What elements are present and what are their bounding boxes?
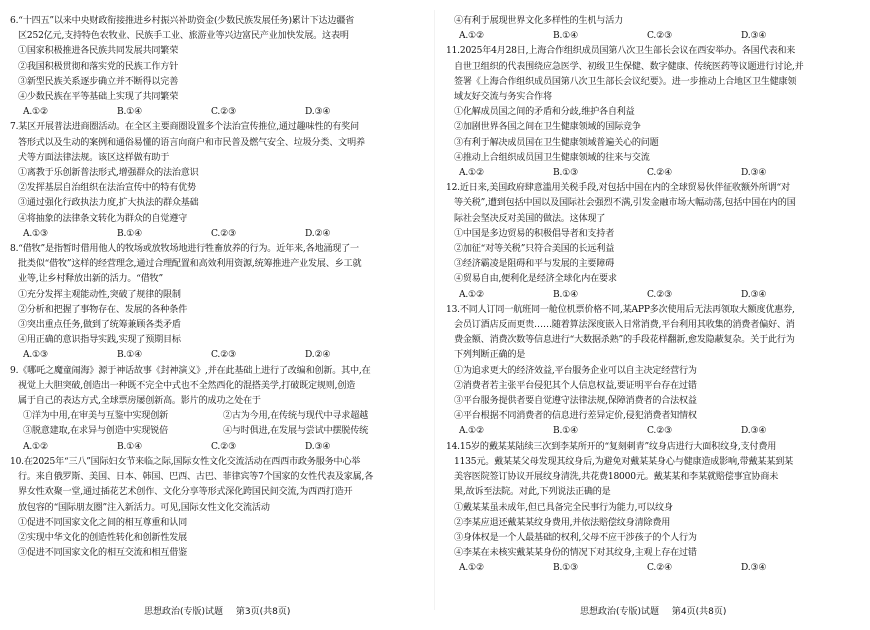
answer-options [10,105,414,120]
question-stem-line: 10.在2025年“三八”国际妇女节来临之际,国际女性文化交流活动在西西市政务服务中心举 [10,456,361,467]
question-stem-line: 7.某区开展普法进商圈活动。在全区主要商圈设置多个法治宣传推位,通过趣味性的有奖问 [10,122,359,133]
statement: ③脱意建取,在求异与创造中实现锐倍 [23,426,168,437]
option-d: D.③④ [741,289,767,300]
statement: ②李某应退还戴某某纹身费用,并依法赔偿纹身清除费用 [454,517,671,528]
statement: ①离教于乐创新普法形式,增强群众的法治意识 [18,168,199,179]
option-a: A.①② [23,107,48,118]
question-stem-line: 8.“借牧”是指暂时借用他人的牧场或放牧场地进行牲畜放养的行为。近年来,各地涌现了一 [10,244,359,255]
question-9 [10,364,414,455]
footer-page-number: 第4页(共8页) [671,607,727,617]
question-stem-line: 放包容的“国际朋友圈”注入新活力。可见,国际女性文化交流活动 [18,502,270,513]
option-c: C.②③ [211,441,237,452]
option-a: A.①② [459,563,484,574]
statement: ①为追求更大的经济效益,平台服务企业可以自主决定经营行为 [454,365,697,376]
statement: ③平台服务提供者要自觉遵守法律法规,保障消费者的合法权益 [454,396,697,407]
statement: ④平台根据不同消费者的信息进行差异定价,侵犯消费者知情权 [454,411,697,422]
statement: ②加剧世界各国之间在卫生健康领域的国际竞争 [454,122,641,133]
question-stem-line: 12.近日来,美国政府肆意滥用关税手段,对包括中国在内的全球贸易伙伴征收额外所谓“对 [446,183,790,194]
question-stem-line: 犬等方面法律法规。该区这样做有助于 [18,152,170,163]
statement: ③经济霸凌是阻碍和平与发展的主要障碍 [454,259,615,270]
statement: ③身体权是一个人最基础的权利,父母不应干涉孩子的个人行为 [454,532,697,543]
option-d: D.③④ [741,31,767,42]
question-stem-line: 会员订酒店反而更贵……随着算法深度嵌入日常消费,平台利用其收集的消费者偏好、消 [454,320,795,331]
statement: ②古为今用,在传统与现代中寻求超越 [223,411,368,422]
statement: ②发挥基层自治组织在法治宣传中的特有优势 [18,183,196,194]
question-stem-line: 自世卫组织的代表围绕应急医学、初级卫生保健、数字健康、传统医药等议题进行讨论,并 [454,61,804,72]
option-b: B.①④ [117,441,143,452]
question-stem-line: 签署《上海合作组织成员国第八次卫生部长会议纪要》。进一步推动上合地区卫生健康领 [454,76,797,87]
option-c: C.②④ [647,563,673,574]
option-d: D.②④ [305,228,331,239]
footer-page-number: 第3页(共8页) [235,607,291,617]
answer-options [10,348,414,363]
question-stem-line: 美容医院签订协议开展纹身清洗,共花费18000元。戴某某和李某就赔偿事宜协商未 [454,472,779,483]
option-c: C.②③ [647,426,673,437]
question-stem-line: 行。来自俄罗斯、美国、日本、韩国、巴西、古巴、菲律宾等7个国家的女性代表及家属,各 [18,472,374,483]
statement: ①促进不同国家文化之间的相互尊重和认同 [18,517,187,528]
answer-options [446,288,850,303]
footer-subject: 思想政治(专版)试题 [144,607,224,617]
statement: ①戴某某虽未成年,但已具备完全民事行为能力,可以纹身 [454,502,673,513]
page-footer-left [144,604,290,617]
option-b: B.①③ [553,563,579,574]
statement: ③通过强化行政执法力度,扩大执法的群众基础 [18,198,199,209]
option-a: A.①③ [23,228,48,239]
statement: ②分析和把握了事物存在、发展的各种条件 [18,304,187,315]
option-c: C.②④ [647,168,673,179]
column-divider [434,10,435,610]
statement: ①充分发挥主观能动性,突破了规律的限制 [18,289,181,300]
option-a: A.①② [23,441,48,452]
statement: ④将抽象的法律条文转化为群众的自觉遵守 [18,213,187,224]
question-stem-line: 答形式以及生动的案例和通俗易懂的语言向商户和市民普及燃气安全、垃圾分类、文明养 [18,137,365,148]
question-stem-line: 6.“十四五”以来中央财政衔接推进乡村振兴补助资金(少数民族发展任务)累计下达边疆省 [10,16,355,26]
answer-options [446,166,850,181]
statement: ④有利于展现世界文化多样性的生机与活力 [454,16,623,26]
question-stem-line: 费金额、消费次数等信息进行“大数据杀熟”的手段花样翻新,愈发隐蔽复杂。关于此行为 [454,335,795,346]
statement: ①化解成员国之间的矛盾和分歧,维护各自利益 [454,107,635,118]
option-c: C.②③ [647,31,673,42]
question-stem-line: 1135元。戴某某父母发现其纹身后,为避免对戴某某身心与健康造成影响,带戴某某到某 [454,456,794,467]
question-stem-line: 域友好交流与务实合作将 [454,92,552,103]
answer-options [446,424,850,439]
question-stem-line: 等关税”,遭到包括中国以及国际社会强烈不满,引发金融市场大幅动荡,包括中国在内的国 [454,198,796,209]
statement: ④与时俱进,在发展与尝试中摆脱传统 [223,426,368,437]
statement: ③突出重点任务,做到了统筹兼顾各类矛盾 [18,320,181,331]
statement: ④贸易自由,便利化是经济全球化内在要求 [454,274,617,285]
answer-options [446,561,850,576]
question-stem-line: 业等,让乡村释放出新的活力。“借牧” [18,274,163,285]
option-b: B.①④ [553,289,579,300]
statement: ②实现中华文化的创造性转化和创新性发展 [18,532,187,543]
option-b: B.①④ [553,31,579,42]
option-d: D.③④ [305,107,331,118]
right-column [446,14,850,577]
statement: ②我国积极贯彻和落实党的民族工作方针 [18,61,179,72]
question-stem-line: 际社会坚决反对美国的做法。这体现了 [454,213,606,224]
question-13 [446,303,850,440]
statement: ③新型民族关系逐步确立并不断得以完善 [18,76,179,87]
option-c: C.②③ [211,228,237,239]
question-stem-line: 批类似“借牧”这样的经营理念,通过合理配置和高效利用资源,统筹推进产业发展、乡工就 [18,259,362,270]
option-d: D.③④ [741,426,767,437]
option-d: D.③④ [741,563,767,574]
option-c: C.②③ [211,107,237,118]
option-a: A.①② [459,168,484,179]
option-b: B.①④ [117,228,143,239]
question-stem-line: 果,故诉至法院。对此,下列说法正确的是 [454,487,611,498]
statement: ④李某在未核实戴某某身份的情况下对其纹身,主观上存在过错 [454,548,697,559]
question-7 [10,120,414,242]
answer-options [10,227,414,242]
option-d: D.②④ [305,350,331,361]
statement: ④少数民族在平等基础上实现了共同繁荣 [18,92,179,103]
question-stem-line: 11.2025年4月28日,上海合作组织成员国第八次卫生部长会议在西安举办。各国代表和来 [446,46,796,57]
question-8 [10,242,414,364]
answer-options [446,29,850,44]
statement: ④推动上合组织成员国卫生健康领域的往来与交流 [454,152,650,163]
statement-grid [10,409,414,439]
question-14 [446,440,850,577]
option-c: C.②③ [647,289,673,300]
question-stem-line: 9.《哪吒之魔童闹海》源于神话故事《封神演义》,并在此基础上进行了改编和创新。其中,在 [10,365,371,376]
question-stem-line: 13.不同人订同一航班同一舱位机票价格不同,某APP多次使用后无法再领取大额度优惠券, [446,304,795,315]
option-d: D.③④ [305,441,331,452]
statement: ③促进不同国家文化的相互交流和相互借鉴 [18,548,187,559]
option-b: B.①④ [117,107,143,118]
question-stem-line: 视觉上大胆突破,创造出一种既不完全中式也不全然西化的混搭美学,打破既定规则,创造 [18,380,356,391]
question-10-continued [446,14,850,44]
option-a: A.①② [459,31,484,42]
question-11 [446,44,850,181]
question-10 [10,455,414,561]
option-d: D.③④ [741,168,767,179]
page-footer-right [580,604,726,617]
statement: ③有利于解决成员国在卫生健康领域普遍关心的问题 [454,137,659,148]
statement: ②消费者若主张平台侵犯其个人信息权益,要证明平台存在过错 [454,380,697,391]
option-a: A.①② [459,289,484,300]
question-12 [446,181,850,303]
statement: ④用正确的意识指导实践,实现了预期目标 [18,335,181,346]
option-b: B.①④ [553,426,579,437]
statement: ①中国是多边贸易的积极倡导者和支持者 [454,228,615,239]
option-b: B.①③ [553,168,579,179]
option-b: B.①④ [117,350,143,361]
footer-subject: 思想政治(专版)试题 [580,607,660,617]
question-stem-line: 界女性欢聚一堂,通过插花艺术创作、文化分享等形式深化跨国民间交流,为西西打造开 [18,487,353,498]
left-column [10,14,414,561]
answer-options [10,440,414,455]
option-a: A.①③ [23,350,48,361]
question-stem-line: 14.15岁的戴某某陆续三次到李某所开的“复刻刺青”纹身店进行大面积纹身,支付费用 [446,441,777,452]
option-a: A.①② [459,426,484,437]
question-stem-line: 属于自己的表达方式,全球票房屡创新高。影片的成功之处在于 [18,396,261,407]
statement: ①洋为中用,在审美与互鉴中实现创新 [23,411,168,422]
question-6 [10,14,414,120]
question-stem-line: 区252亿元,支持特色农牧业、民族手工业、旅游业等兴边富民产业加快发展。这表明 [18,31,349,42]
statement: ①国家积极推进各民族共同发展共同繁荣 [18,46,179,57]
option-c: C.②③ [211,350,237,361]
statement: ②加征“对等关税”只符合美国的长远利益 [454,244,615,255]
question-stem-line: 下列判断正确的是 [454,350,526,361]
